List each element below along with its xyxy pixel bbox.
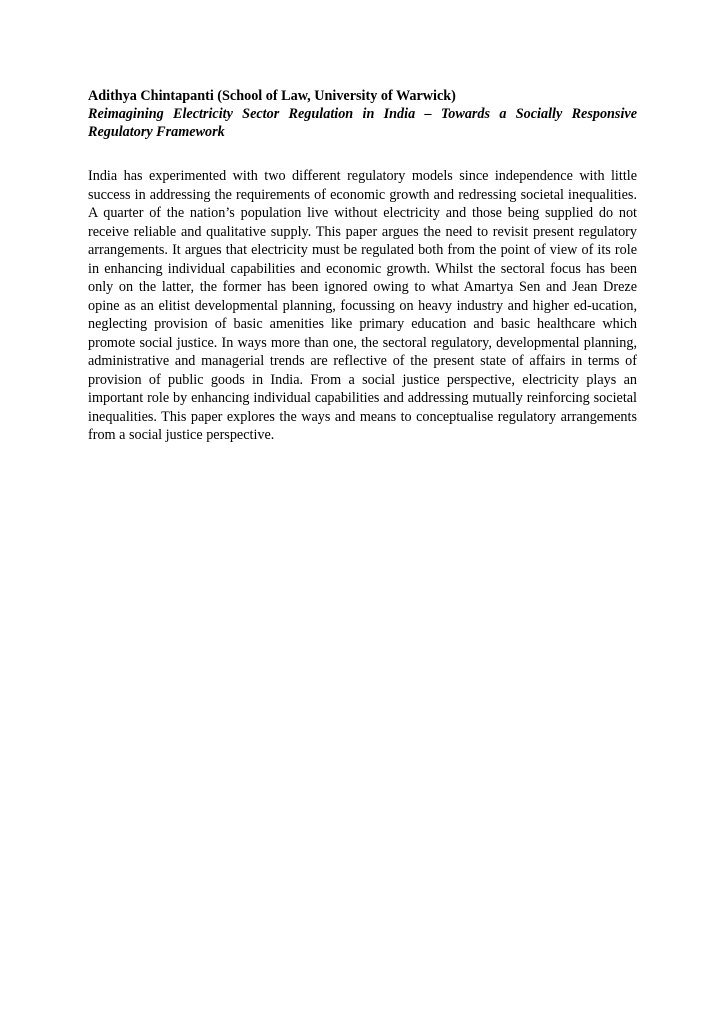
abstract-block (88, 87, 637, 445)
paper-title: Reimagining Electricity Sector Regulation in India – Towards a Socially Responsive Regulatory Framework (88, 106, 637, 140)
author-affiliation: Adithya Chintapanti (School of Law, University of Warwick) (88, 88, 456, 104)
abstract-text: India has experimented with two different regulatory models since independence with little success in addressing the requirements of economic growth and redressing societal inequalities. A quarter of the nation’s population live without electricity and those being supplied do not receive reliable and qualitative supply. This paper argues the need to revisit present regulatory arrangements. It argues that electricity must be regulated both from the point of view of its role in enhancing individual capabilities and economic growth. Whilst the sectoral focus has been only on the latter, the former has been ignored owing to what Amartya Sen and Jean Dreze opine as an elitist developmental planning, focussing on heavy industry and higher ed-ucation, neglecting provision of basic amenities like primary education and basic healthcare which promote social justice. In ways more than one, the sectoral regulatory, developmental planning, administrative and managerial trends are reflective of the present state of affairs in terms of provision of public goods in India. From a social justice perspective, electricity plays an important role by enhancing individual capabilities and addressing mutually reinforcing societal inequalities. This paper explores the ways and means to conceptualise regulatory arrangements from a social justice perspective. (88, 168, 637, 443)
